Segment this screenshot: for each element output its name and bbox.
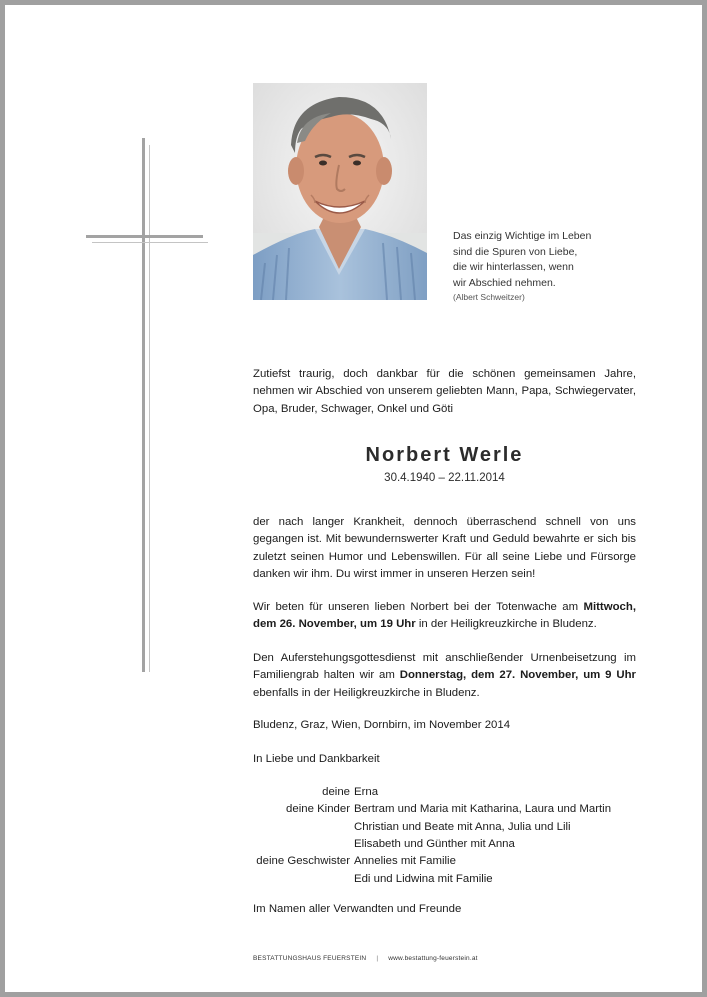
portrait-photo — [253, 83, 427, 300]
quote-line: sind die Spuren von Liebe, — [453, 245, 578, 258]
life-dates: 30.4.1940 – 22.11.2014 — [384, 472, 505, 484]
relatives-line: Im Namen aller Verwandten und Freunde — [253, 903, 462, 915]
cross-horizontal-line — [92, 242, 208, 243]
funeral-text: Den Auferstehungsgottesdienst mit anschließender Urnenbeisetzung im Familiengrab halten wir am — [253, 652, 636, 682]
funeral-location: ebenfalls in der Heiligkreuzkirche in Bludenz. — [253, 686, 480, 699]
footer-separator: | — [376, 955, 379, 962]
footer-company: BESTATTUNGSHAUS FEUERSTEIN — [253, 955, 367, 962]
family-member: Edi und Lidwina mit Familie — [354, 872, 493, 885]
family-member: Christian und Beate mit Anna, Julia und Lili — [354, 820, 571, 833]
footer-website-link[interactable]: www.bestattung-feuerstein.at — [388, 955, 478, 962]
quote-block — [453, 229, 653, 304]
tribute-paragraph: der nach langer Krankheit, dennoch überraschend schnell von uns gegangen ist. Mit bewundernswerter Kraft und Geduld bewahrte er sich bis zuletzt seinen Humor und Lebenswillen. Für all seine Liebe und Fürsorge danken wir ihm. Du wirst immer in unseren Herzen sein! — [253, 516, 636, 580]
funeral-date: Donnerstag, dem 27. November, um 9 Uhr — [399, 669, 636, 682]
wake-location: in der Heiligkreuzkirche in Bludenz. — [415, 618, 597, 631]
family-member: Erna — [354, 786, 379, 798]
cross-vertical-line — [149, 145, 150, 672]
family-role: deine Geschwister — [256, 855, 350, 868]
quote-line: die wir hinterlassen, wenn — [453, 261, 574, 273]
place-and-date: Bludenz, Graz, Wien, Dornbirn, im November 2014 — [253, 719, 511, 731]
family-member: Bertram und Maria mit Katharina, Laura und Martin — [354, 803, 612, 816]
quote-line: wir Abschied nehmen. — [453, 276, 556, 289]
cross-horizontal-bar — [86, 235, 203, 238]
quote-line: Das einzig Wichtige im Leben — [453, 230, 592, 242]
quote-author: (Albert Schweitzer) — [453, 292, 525, 302]
family-role: deine — [322, 786, 350, 798]
cross-vertical-bar — [142, 138, 145, 672]
intro-text: Zutiefst traurig, doch dankbar für die schönen gemeinsamen Jahre, nehmen wir Abschied von unserem geliebten Mann, Papa, Schwiegervater, Opa, Bruder, Schwager, Onkel und Göti — [253, 368, 636, 415]
family-member: Elisabeth und Günther mit Anna — [354, 837, 515, 850]
family-role: deine Kinder — [286, 803, 350, 816]
deceased-name: Norbert Werle — [365, 444, 524, 466]
wake-paragraph — [253, 599, 636, 634]
family-member: Annelies mit Familie — [354, 855, 456, 868]
footer — [253, 955, 478, 962]
funeral-paragraph — [253, 650, 636, 702]
wake-text: Wir beten für unseren lieben Norbert bei der Totenwache am — [253, 601, 584, 613]
wake-date: Mittwoch, dem 26. November, um 19 Uhr — [253, 601, 636, 631]
closing-line: In Liebe und Dankbarkeit — [253, 753, 380, 765]
